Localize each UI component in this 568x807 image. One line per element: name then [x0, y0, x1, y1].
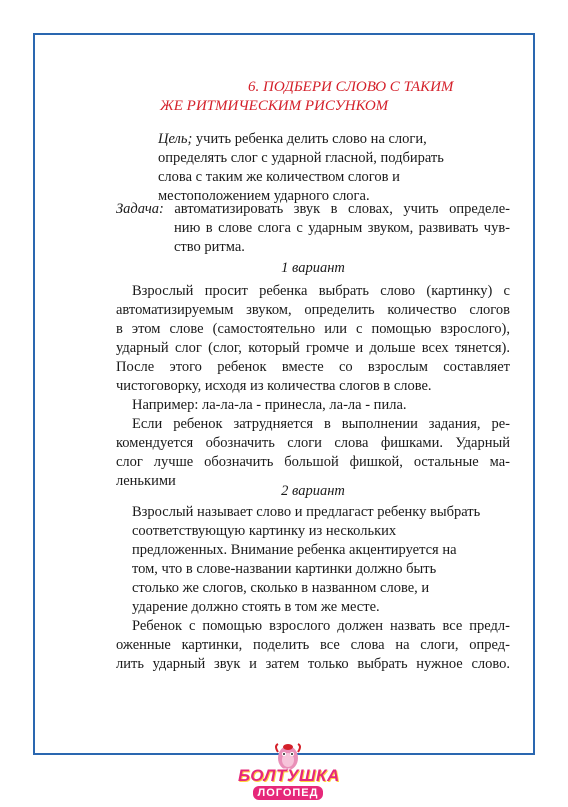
v1-line-11: ленькими: [116, 473, 176, 489]
page-title: [160, 78, 520, 116]
task-line-2: нию в слове слога с ударным звуком, развивать чув-: [174, 220, 510, 236]
goal-paragraph: [158, 130, 498, 206]
v1-line-1: Взрослый просит ребенка выбрать слово (картинку) с: [132, 283, 510, 299]
task-text-1: автоматизировать звук в словах, учить определе-: [163, 201, 510, 217]
v2-line-1: Взрослый называет слово и предлагаст ребенку выбрать: [132, 504, 481, 520]
variant-1-text: [116, 282, 510, 491]
v1-line-5: После этого ребенок вместе со взрослым составляет: [116, 359, 510, 375]
variant-2-text: [116, 503, 510, 674]
title-line-1: 6. ПОДБЕРИ СЛОВО С ТАКИМ: [248, 79, 454, 95]
logo-title: БОЛТУШКА: [238, 766, 340, 785]
v2-line-6: ударение должно стоять в том же месте.: [132, 599, 380, 615]
v1-line-2: автоматизируемым звуком, определить количество слогов: [116, 302, 510, 318]
v2-line-3: предложенных. Внимание ребенка акцентируется на: [132, 542, 457, 558]
variant-2-heading: 2 вариант: [281, 483, 345, 499]
v1-line-10: слог лучше обозначить большой фишкой, остальные ма-: [116, 454, 510, 470]
v1-line-9: комендуется обозначить слоги слова фишками. Ударный: [116, 435, 510, 451]
logo: [238, 742, 338, 804]
goal-line-4: местоположением ударного слога.: [158, 188, 370, 204]
v2-line-4: том, что в слове-названии картинки должно быть: [132, 561, 437, 577]
v1-line-8: Если ребенок затрудняется в выполнении задания, ре-: [132, 416, 510, 432]
logo-subtitle: ЛОГОПЕД: [253, 786, 323, 800]
v1-line-3: в этом слове (самостоятельно или с помощью взрослого),: [116, 321, 510, 337]
variant-1-heading: 1 вариант: [281, 260, 345, 276]
goal-line-1: [158, 130, 498, 149]
v1-line-7: Например: ла-ла-ла - принесла, ла-ла - пила.: [132, 397, 407, 413]
v2-line-2: соответствующую картинку из нескольких: [132, 523, 397, 539]
goal-line-3: слова с таким же количеством слогов и: [158, 169, 400, 185]
goal-label: Цель;: [158, 131, 193, 147]
goal-line-2: определять слог с ударной гласной, подбирать: [158, 150, 444, 166]
goal-text-1: учить ребенка делить слово на слоги,: [192, 131, 427, 147]
v1-line-6: чистоговорку, исходя из количества слогов в слове.: [116, 378, 432, 394]
v1-line-4: ударный слог (слог, который громче и дольше всех тянется).: [116, 340, 510, 356]
title-line-2: ЖЕ РИТМИЧЕСКИМ РИСУНКОМ: [160, 98, 389, 114]
v2-line-8: оженные картинки, поделить все слова на слоги, опред-: [116, 637, 510, 653]
task-paragraph: [116, 200, 510, 257]
v2-line-7: Ребенок с помощью взрослого должен назвать все предл-: [132, 618, 510, 634]
task-line-3: ство ритма.: [174, 239, 245, 255]
task-label: Задача:: [116, 201, 164, 217]
v2-line-9: лить ударный звук и затем только выбрать нужное слово.: [116, 656, 510, 672]
v2-line-5: столько же слогов, сколько в названном слове, и: [132, 580, 430, 596]
task-line-1: [116, 200, 510, 219]
